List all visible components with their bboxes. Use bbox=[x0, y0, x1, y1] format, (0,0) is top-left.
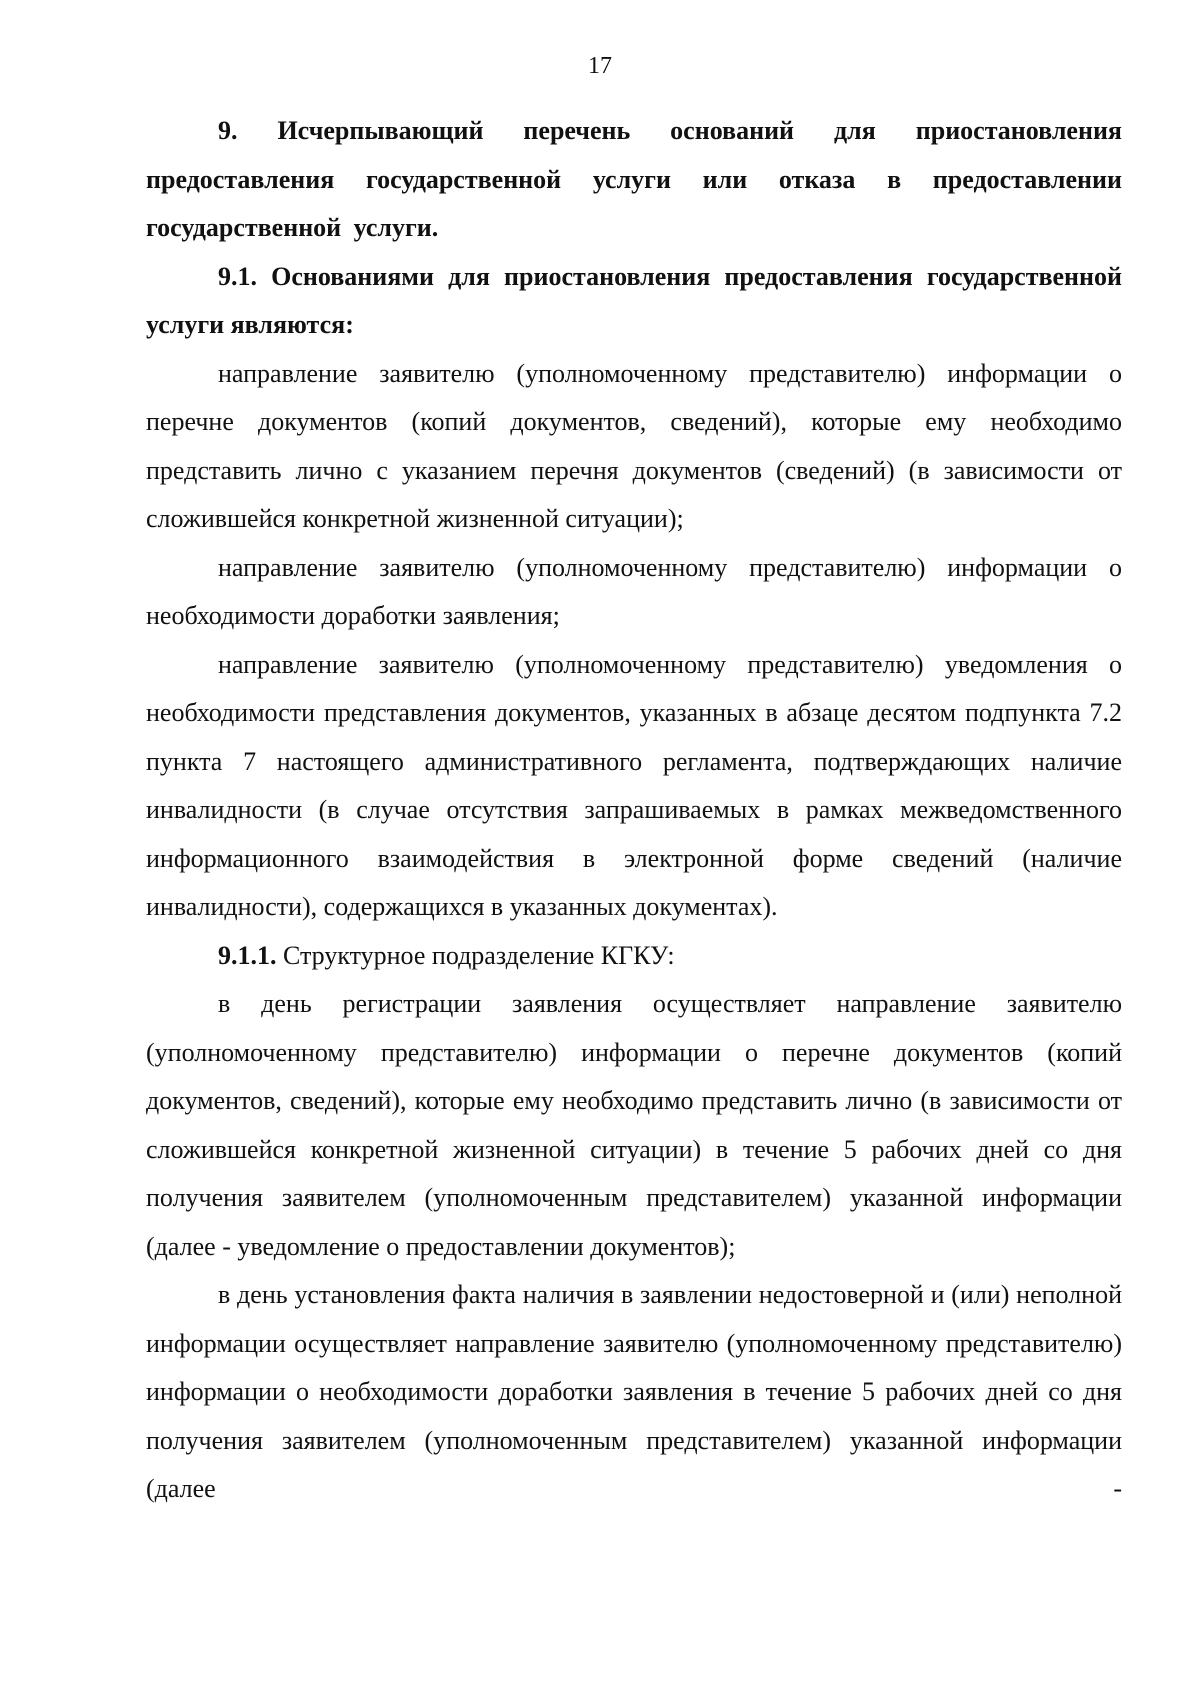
subsection-number: 9.1.1. bbox=[218, 940, 277, 970]
section-subheading: 9.1. Основаниями для приостановления предоставления государственной услуги являются: bbox=[146, 261, 1122, 339]
sub-paragraph-1: в день регистрации заявления осуществляет направление заявителю (уполномоченному представителю) информации о перечне документов (копий документов, сведений), которые ему необходимо представить лично (в зависимости от сложившейся конкретной жизненной ситуации) в течение 5 рабочих дней со дня получения заявителем (уполномоченным представителем) указанной информации (далее - уведомление о предоставлении документов); bbox=[146, 989, 1122, 1261]
paragraph-2: направление заявителю (уполномоченному представителю) информации о необходимости доработки заявления; bbox=[146, 552, 1122, 630]
document-body bbox=[146, 107, 1122, 1514]
paragraph-1: направление заявителю (уполномоченному представителю) информации о перечне документов (копий документов, сведений), которые ему необходимо представить лично с указанием перечня документов (сведений) (в зависимости от сложившейся конкретной жизненной ситуации); bbox=[146, 358, 1122, 533]
paragraph-3: направление заявителю (уполномоченному представителю) уведомления о необходимости представления документов, указанных в абзаце десятом подпункта 7.2 пункта 7 настоящего административного регламента, подтверждающих наличие инвалидности (в случае отсутствия запрашиваемых в рамках межведомственного информационного взаимодействия в электронной форме сведений (наличие инвалидности), содержащихся в указанных документах). bbox=[146, 649, 1122, 921]
sub-paragraph-2: в день установления факта наличия в заявлении недостоверной и (или) неполной информации осуществляет направление заявителю (уполномоченному представителю) информации о необходимости доработки заявления в течение 5 рабочих дней со дня получения заявителем (уполномоченным представителем) указанной информации (далее - bbox=[146, 1280, 1122, 1503]
subsection-title: Структурное подразделение КГКУ: bbox=[283, 940, 675, 970]
section-heading: 9. Исчерпывающий перечень оснований для приостановления предоставления государственной услуги или отказа в предоставлении государственной услуги. bbox=[146, 116, 1122, 242]
page-number: 17 bbox=[588, 53, 612, 79]
subsection-heading bbox=[146, 932, 1122, 981]
